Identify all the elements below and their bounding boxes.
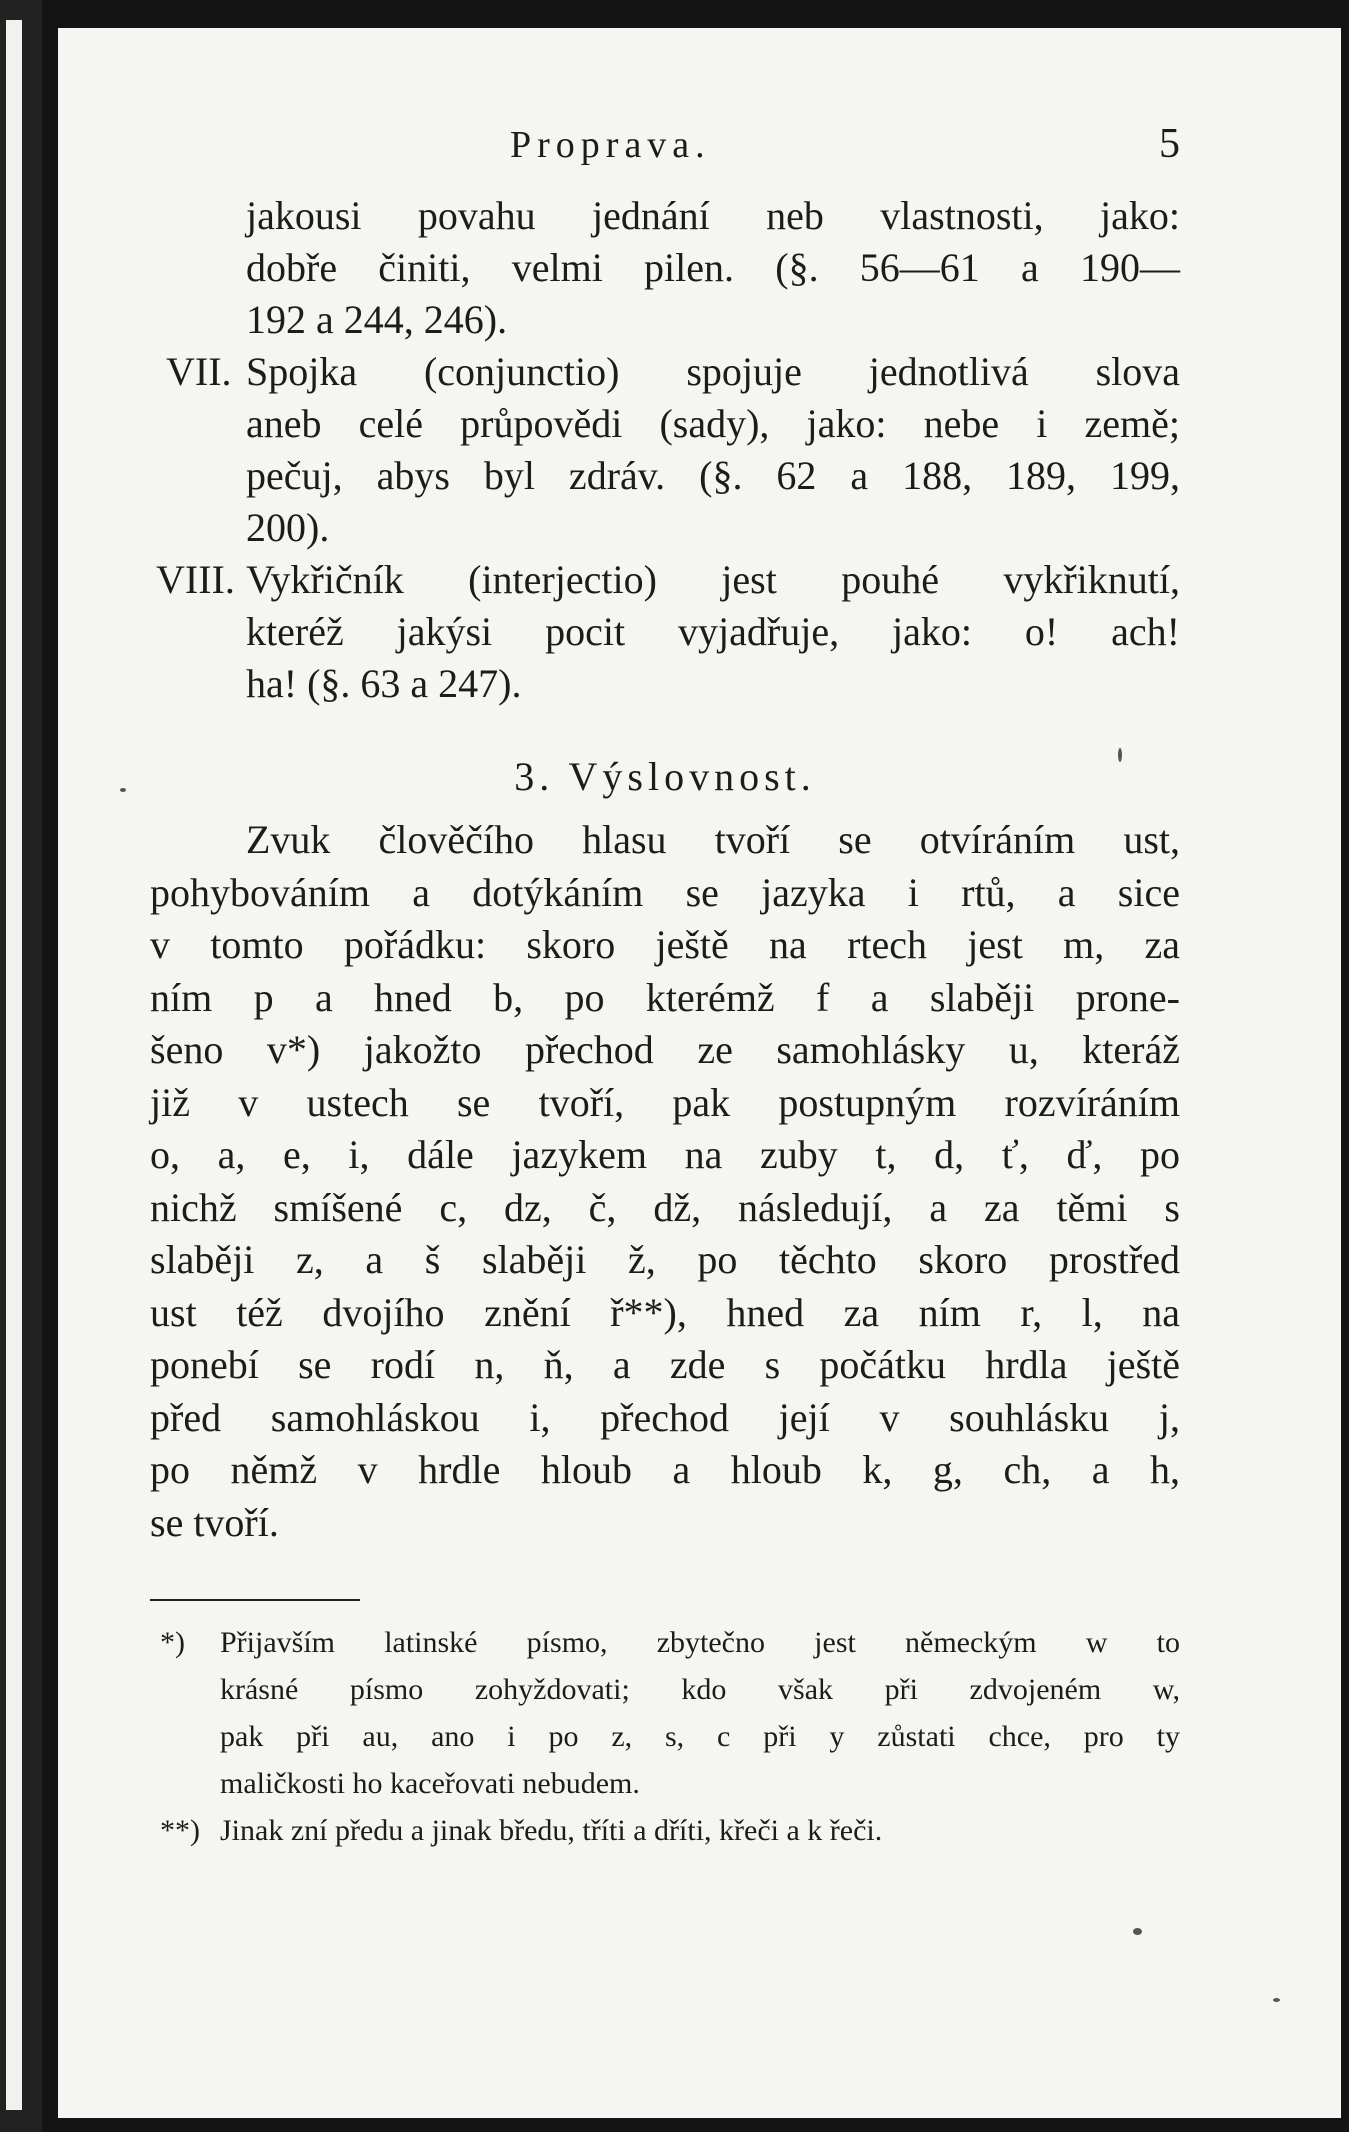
text-line: ponebí se rodí n, ň, a zde s počátku hrdla ještě	[150, 1342, 1180, 1387]
footnote-line: Přijavším latinské písmo, zbytečno jest německým w to	[220, 1626, 1180, 1659]
text-line: již v ustech se tvoří, pak postupným rozvíráním	[150, 1079, 1180, 1125]
footnote-2	[150, 1807, 1180, 1854]
book-binding-edge	[0, 0, 42, 2132]
footnote-line: krásné písmo zohyždovati; kdo však při zdvojeném w,	[220, 1673, 1180, 1706]
text-line: po němž v hrdle hloub a hloub k, g, ch, a h,	[150, 1447, 1180, 1492]
page-number: 5	[1159, 121, 1180, 167]
text-line: ha! (§. 63 a 247).	[246, 661, 522, 706]
text-line: kteréž jakýsi pocit vyjadřuje, jako: o! ach!	[246, 609, 1180, 654]
text-line: ním p a hned b, po kterémž f a slaběji prone-	[150, 974, 1180, 1020]
running-head: Proprava.	[510, 124, 711, 166]
item-marker: VIII.	[156, 557, 235, 602]
body-paragraph	[150, 814, 1180, 1549]
text-line: dobře činiti, velmi pilen. (§. 56—61 a 190—	[246, 245, 1180, 290]
text-line: o, a, e, i, dále jazykem na zuby t, d, ť, ď, po	[150, 1132, 1180, 1177]
text-line: Vykřičník (interjectio) jest pouhé vykřiknutí,	[246, 557, 1180, 602]
text-line: pečuj, abys byl zdráv. (§. 62 a 188, 189, 199,	[246, 453, 1180, 498]
text-block	[150, 120, 1180, 1854]
previous-page-edge	[6, 20, 22, 2110]
footnote-rule	[150, 1599, 360, 1601]
section-heading: 3. Výslovnost.	[514, 754, 816, 799]
footnote-line: Jinak zní předu a jinak bředu, tříti a dříti, křeči a k řeči.	[220, 1814, 883, 1847]
text-line: jakousi povahu jednání neb vlastnosti, jako:	[246, 193, 1180, 238]
text-line: před samohláskou i, přechod její v souhlásku j,	[150, 1394, 1180, 1440]
footnote-marker: **)	[160, 1814, 200, 1847]
text-line: 192 a 244, 246).	[246, 297, 508, 342]
text-line: aneb celé průpovědi (sady), jako: nebe i země;	[246, 401, 1180, 446]
text-line: ust též dvojího znění ř**), hned za ním r, l, na	[150, 1289, 1180, 1335]
footnote-1	[150, 1619, 1180, 1807]
text-line: nichž smíšené c, dz, č, dž, následují, a za těmi s	[150, 1184, 1180, 1230]
text-line: šeno v*) jakožto přechod ze samohlásky u, kteráž	[150, 1027, 1180, 1072]
paper-speck	[1133, 1928, 1142, 1935]
page-header	[150, 120, 1180, 190]
paper-speck	[120, 788, 126, 792]
text-line: Zvuk člověčího hlasu tvoří se otvíráním ust,	[246, 817, 1180, 862]
text-line: pohybováním a dotýkáním se jazyka i rtů, a sice	[150, 869, 1180, 915]
paper-speck	[1118, 748, 1122, 762]
list-item-viii	[150, 554, 1180, 710]
footnote-marker: *)	[160, 1626, 185, 1659]
text-line: slaběji z, a š slaběji ž, po těchto skoro prostřed	[150, 1237, 1180, 1282]
footnote-line: pak při au, ano i po z, s, c při y zůstati chce, pro ty	[220, 1720, 1180, 1753]
footnote-line: maličkosti ho kaceřovati nebudem.	[220, 1767, 640, 1800]
continuation-paragraph	[150, 190, 1180, 346]
book-page	[58, 28, 1341, 2118]
paper-speck	[1273, 1998, 1280, 2002]
text-line: se tvoří.	[150, 1499, 279, 1545]
list-item-vii	[150, 346, 1180, 554]
text-line: 200).	[246, 505, 330, 550]
item-marker: VII.	[166, 349, 232, 394]
text-line: v tomto pořádku: skoro ještě na rtech jest m, za	[150, 922, 1180, 967]
text-line: Spojka (conjunctio) spojuje jednotlivá slova	[246, 349, 1180, 394]
